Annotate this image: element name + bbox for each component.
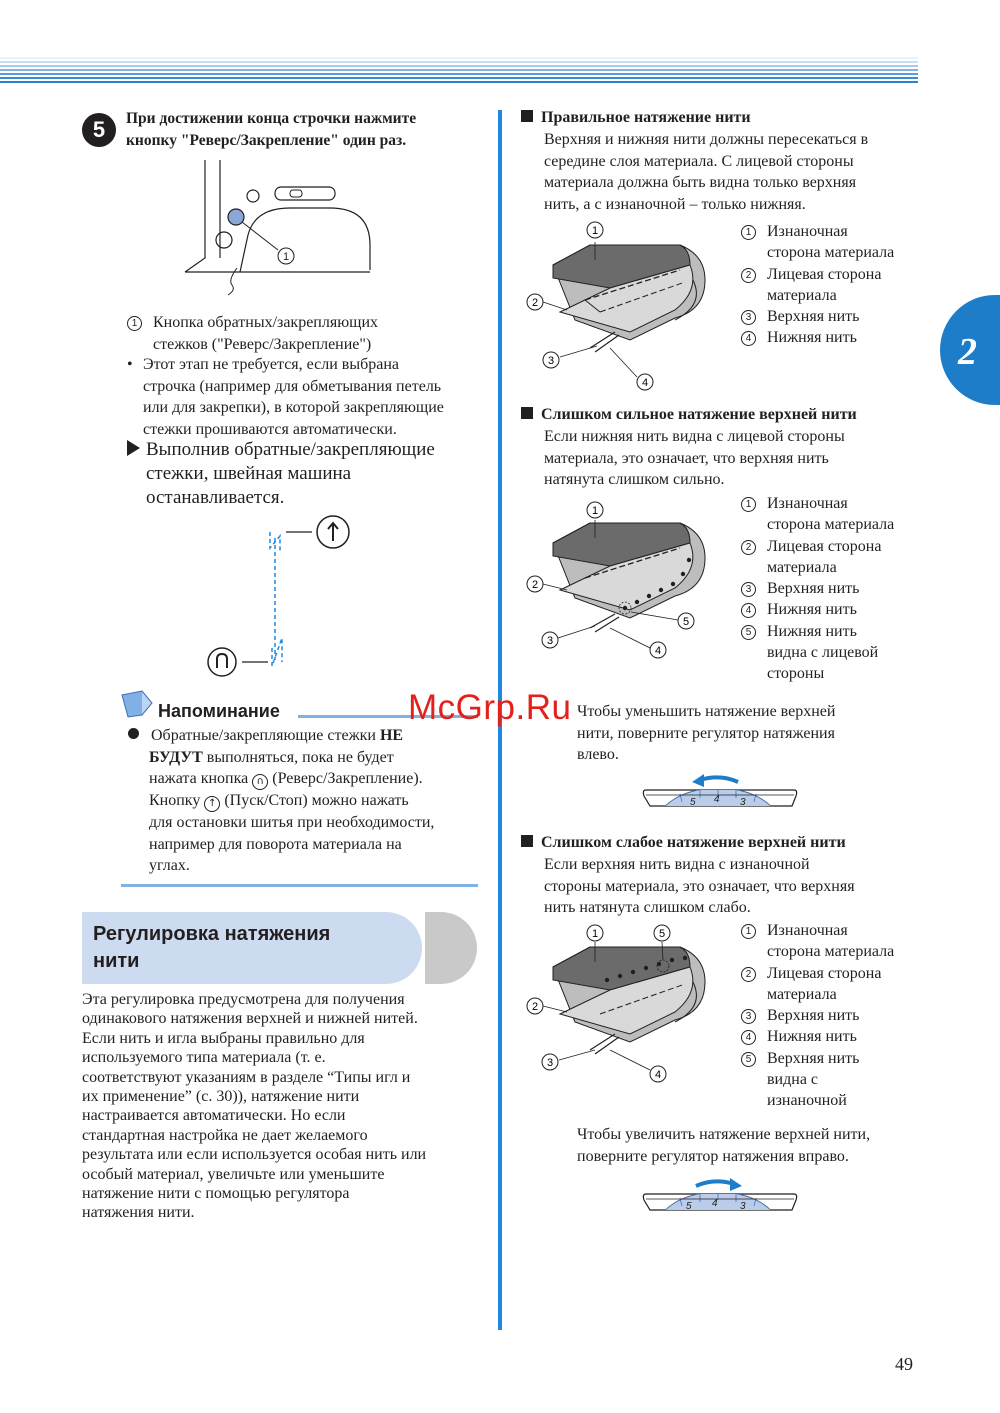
fig-callout-1: 1	[282, 251, 290, 263]
svg-text:3: 3	[547, 355, 555, 367]
svg-text:4: 4	[641, 377, 649, 389]
arrow-left-icon	[692, 774, 704, 787]
svg-text:4: 4	[712, 1198, 718, 1209]
square-bullet-icon	[521, 110, 533, 122]
section-body: Эта регулировка предусмотрена для получения одинакового натяжения верхней и нижней нитей. Если нить и игла выбраны правильно для используемого типа материала (т. е. соответствуют указаниям в разделе “Типы игл и их применение” (с. 30)), натяжение нити настраивается автоматически. Но если стандартная настройка не дает желаемого результата или если используется особая нить или особый материал, увеличьте или уменьшите натяжение нити с помощью регулятора натяжения нити.	[82, 991, 427, 1222]
tight-tension-diagram	[515, 498, 720, 668]
svg-text:2: 2	[531, 1001, 539, 1013]
reverse-stitch-diagram	[200, 510, 370, 680]
loose-tension-diagram	[515, 922, 720, 1092]
start-stop-button-icon: ↑	[204, 796, 220, 812]
reminder-icon	[118, 687, 158, 721]
tension-dial-increase	[640, 1172, 800, 1222]
result-arrow-icon	[127, 440, 140, 456]
reverse-button-icon: ∩	[252, 774, 268, 790]
svg-text:1: 1	[591, 225, 599, 237]
chapter-number: 2	[958, 331, 977, 373]
correct-body: Верхняя и нижняя нити должны пересекаться в середине слоя материала. С лицевой стороны материала должна быть видна только верхняя нить, а с изнаночной – только нижняя.	[544, 131, 869, 213]
correct-legend: 1 Изнаночная сторона материала 2 Лицевая сторона материала 3 Верхняя нить 4 Нижняя нить	[741, 221, 894, 349]
reminder-text: Обратные/закрепляющие стежки НЕ БУДУТ выполняться, пока не будет нажата кнопка ∩ (Реверс/Закрепление). Кнопку ↑ (Пуск/Стоп) можно нажать для остановки шитья при необходимости, например для поворота материала на углах.	[128, 725, 434, 877]
svg-text:3: 3	[546, 635, 554, 647]
svg-text:3: 3	[740, 1201, 746, 1212]
svg-text:4: 4	[654, 1069, 662, 1081]
svg-text:1: 1	[591, 928, 599, 940]
svg-text:4: 4	[654, 645, 662, 657]
step-5-text: При достижении конца строчки нажмите кнопку "Реверс/Закрепление" один раз.	[126, 110, 417, 149]
loose-body: Если верхняя нить видна с изнаночной стороны материала, это означает, что верхняя нить натянута слишком слабо.	[544, 856, 855, 916]
header-stripes	[0, 57, 918, 85]
section-heading-tab	[425, 912, 477, 984]
svg-text:3: 3	[740, 797, 746, 808]
correct-tension-diagram	[515, 220, 720, 395]
arrow-right-icon	[730, 1178, 742, 1191]
reminder-title: Напоминание	[158, 701, 280, 721]
svg-text:2: 2	[531, 579, 539, 591]
loose-instruction: Чтобы увеличить натяжение верхней нити, поверните регулятор натяжения вправо.	[577, 1126, 871, 1165]
svg-text:3: 3	[546, 1057, 554, 1069]
tight-instruction: Чтобы уменьшить натяжение верхней нити, поверните регулятор натяжения влево.	[577, 703, 836, 763]
loose-heading: Слишком слабое натяжение верхней нити	[521, 832, 846, 854]
svg-text:2: 2	[531, 297, 539, 309]
step-5-result: Выполнив обратные/закрепляющие стежки, швейная машина останавливается.	[127, 438, 435, 510]
svg-text:1: 1	[591, 505, 599, 517]
square-bullet-icon	[521, 835, 533, 847]
svg-text:4: 4	[714, 794, 720, 805]
tension-dial-decrease	[640, 768, 800, 818]
svg-text:5: 5	[690, 797, 696, 808]
bullet-icon	[128, 728, 139, 739]
step-5-legend: 1 Кнопка обратных/закрепляющих стежков ("Реверс/Закрепление")	[127, 312, 378, 355]
tight-legend: 1 Изнаночная сторона материала 2 Лицевая сторона материала 3 Верхняя нить 4 Нижняя нить 5 Нижняя нить видна с лицевой стороны	[741, 493, 894, 685]
tight-heading: Слишком сильное натяжение верхней нити	[521, 404, 857, 426]
tight-body: Если нижняя нить видна с лицевой стороны материала, это означает, что верхняя нить натянута слишком сильно.	[544, 428, 845, 488]
svg-text:5: 5	[686, 1201, 692, 1212]
reverse-icon	[208, 648, 236, 676]
correct-heading: Правильное натяжение нити	[521, 107, 751, 129]
loose-legend: 1 Изнаночная сторона материала 2 Лицевая сторона материала 3 Верхняя нить 4 Нижняя нить 5 Верхняя нить видна с изнаночной	[741, 920, 894, 1112]
section-title: Регулировка натяжения нити	[93, 923, 331, 972]
svg-text:5: 5	[658, 928, 666, 940]
reverse-button-illustration	[180, 160, 380, 300]
reminder-bottom-rule	[121, 884, 478, 887]
step-5-badge: 5	[82, 113, 116, 147]
page-number: 49	[895, 1354, 913, 1374]
watermark: McGrp.Ru	[408, 688, 572, 727]
square-bullet-icon	[521, 407, 533, 419]
step-5-note: • Этот этап не требуется, если выбрана строчка (например для обметывания петель или для закрепки), в которой закрепляющие стежки прошиваются автоматически.	[127, 356, 444, 438]
svg-text:5: 5	[682, 616, 690, 628]
